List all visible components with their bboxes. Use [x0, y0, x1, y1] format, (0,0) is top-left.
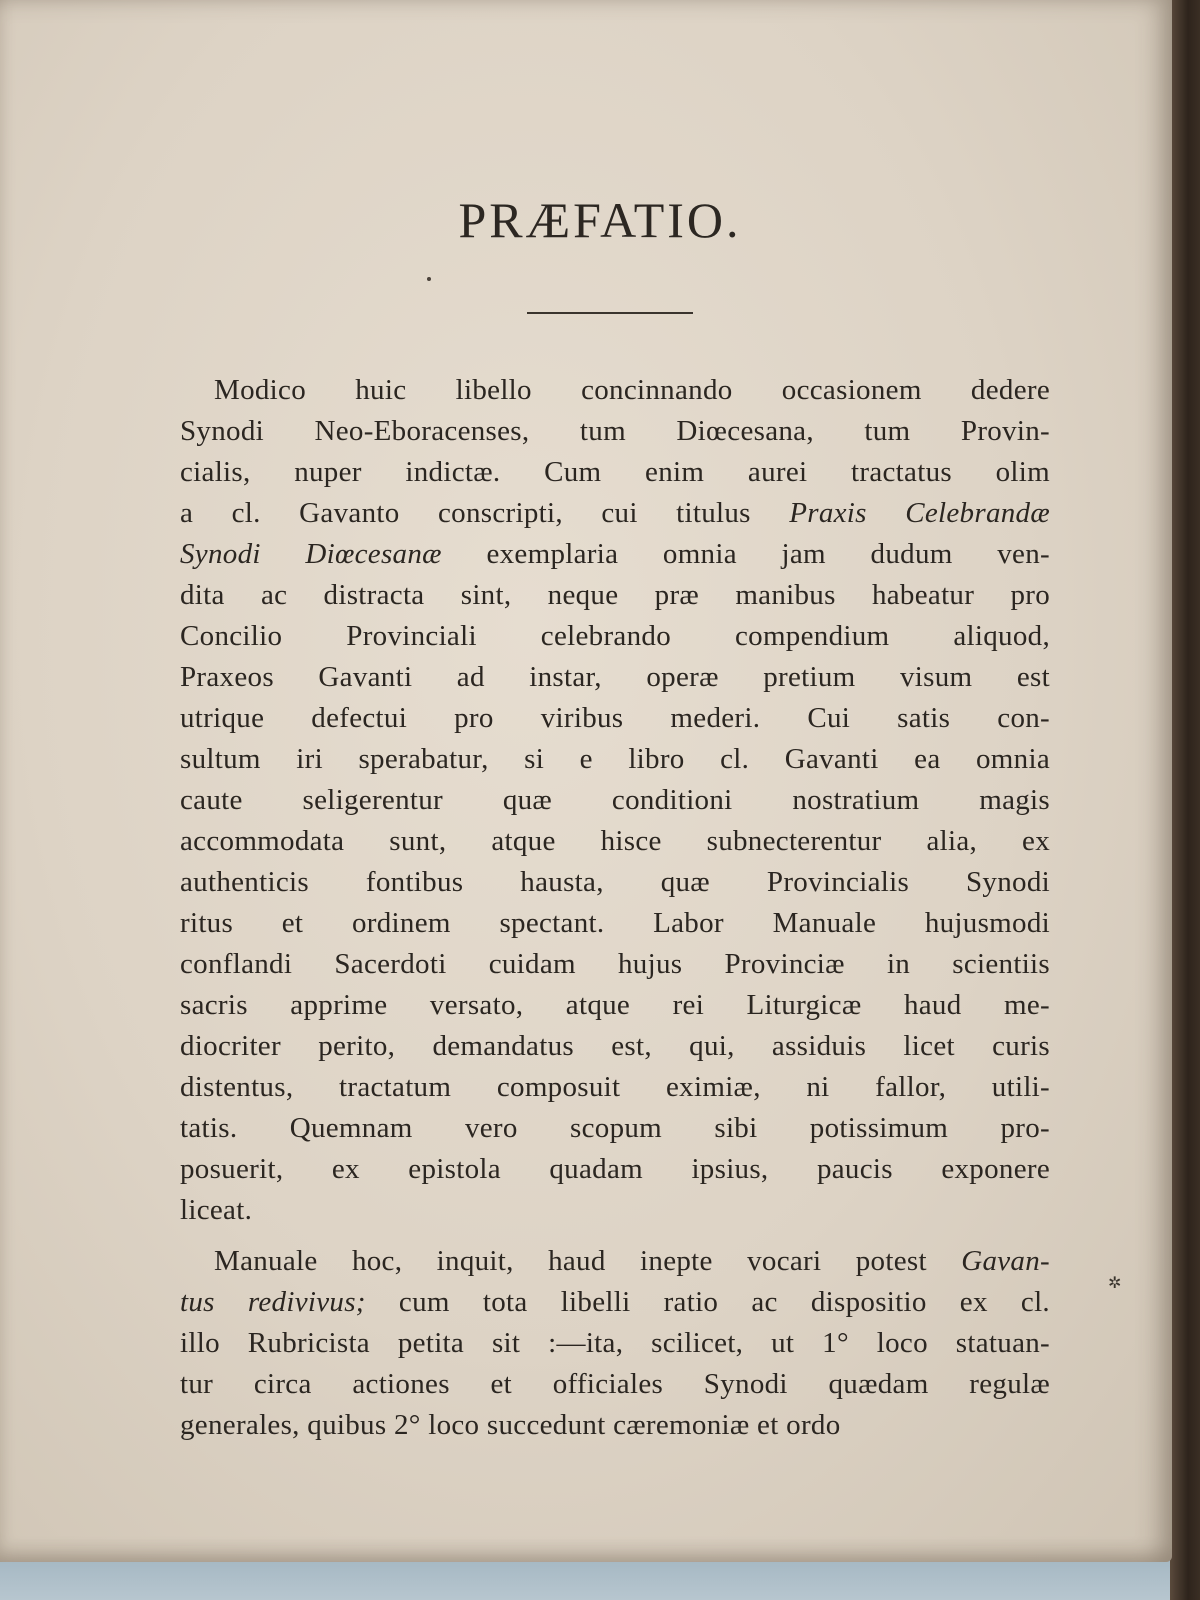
line-text: dita ac distracta sint, neque præ manibus habeatur pro — [180, 579, 1050, 611]
text-line — [180, 452, 1050, 493]
line-text: liceat. — [180, 1194, 253, 1226]
line-text: caute seligerentur quæ conditioni nostratium magis — [180, 784, 1050, 816]
paragraph — [180, 370, 1050, 1231]
line-text: Concilio Provinciali celebrando compendium aliquod, — [180, 620, 1050, 652]
text-line — [180, 575, 1050, 616]
line-text: generales, quibus 2° loco succedunt cæremoniæ et ordo — [180, 1409, 841, 1441]
italic-title-text: Praxis Celebrandæ — [789, 497, 1050, 529]
line-text: Modico huic libello concinnando occasionem dedere — [214, 374, 1050, 406]
line-text: Manuale hoc, inquit, haud inepte vocari potest — [214, 1245, 962, 1277]
page-title: PRÆFATIO. — [458, 192, 742, 248]
line-text: Synodi Neo-Eboracenses, tum Diœcesana, tum Provin- — [180, 415, 1050, 447]
line-text: tatis. Quemnam vero scopum sibi potissimum pro- — [180, 1112, 1050, 1144]
line-text: utrique defectui pro viribus mederi. Cui satis con- — [180, 702, 1050, 734]
italic-title-text: Synodi Diœcesanæ — [180, 538, 442, 570]
line-text: sacris apprime versato, atque rei Liturgicæ haud me- — [180, 989, 1050, 1021]
text-line — [180, 1108, 1050, 1149]
italic-title-text: tus redivivus; — [180, 1286, 366, 1318]
line-text: illo Rubricista petita sit :—ita, scilicet, ut 1° loco statuan- — [180, 1327, 1050, 1359]
text-line — [180, 1190, 1050, 1231]
line-text: cialis, nuper indictæ. Cum enim aurei tractatus olim — [180, 456, 1050, 488]
paragraph-gap — [180, 1231, 1050, 1241]
text-line — [180, 411, 1050, 452]
italic-title-text: Gavan- — [961, 1245, 1050, 1277]
text-line — [180, 493, 1050, 534]
text-line — [180, 1323, 1050, 1364]
text-line — [180, 698, 1050, 739]
margin-mark-icon: ✲ — [1108, 1275, 1122, 1292]
preface-body — [180, 370, 1050, 1446]
text-line — [180, 1282, 1050, 1323]
line-text: conflandi Sacerdoti cuidam hujus Provinciæ in scientiis — [180, 948, 1050, 980]
text-line — [180, 370, 1050, 411]
text-line — [180, 739, 1050, 780]
line-text: posuerit, ex epistola quadam ipsius, paucis exponere — [180, 1153, 1050, 1185]
line-text: authenticis fontibus hausta, quæ Provincialis Synodi — [180, 866, 1050, 898]
line-text: sultum iri sperabatur, si e libro cl. Gavanti ea omnia — [180, 743, 1050, 775]
text-line — [180, 1241, 1050, 1282]
text-line — [180, 944, 1050, 985]
line-text: distentus, tractatum composuit eximiæ, ni fallor, utili- — [180, 1071, 1050, 1103]
line-text: diocriter perito, demandatus est, qui, assiduis licet curis — [180, 1030, 1050, 1062]
text-line — [180, 1364, 1050, 1405]
text-line — [180, 534, 1050, 575]
text-line — [180, 780, 1050, 821]
text-line — [180, 903, 1050, 944]
text-line — [180, 1067, 1050, 1108]
title-rule — [527, 312, 693, 314]
text-line — [180, 1405, 1050, 1446]
line-text: Praxeos Gavanti ad instar, operæ pretium visum est — [180, 661, 1050, 693]
text-line — [180, 616, 1050, 657]
line-text: exemplaria omnia jam dudum ven- — [441, 538, 1050, 570]
text-line — [180, 821, 1050, 862]
line-text: tur circa actiones et officiales Synodi quædam regulæ — [180, 1368, 1050, 1400]
ink-speck — [427, 277, 431, 281]
text-line — [180, 657, 1050, 698]
line-text: accommodata sunt, atque hisce subnecterentur alia, ex — [180, 825, 1050, 857]
text-line — [180, 1026, 1050, 1067]
line-text: ritus et ordinem spectant. Labor Manuale hujusmodi — [180, 907, 1050, 939]
line-text: a cl. Gavanto conscripti, cui titulus — [180, 497, 790, 529]
paragraph — [180, 1241, 1050, 1446]
text-line — [180, 862, 1050, 903]
line-text: cum tota libelli ratio ac dispositio ex cl. — [365, 1286, 1050, 1318]
text-line — [180, 1149, 1050, 1190]
text-line — [180, 985, 1050, 1026]
